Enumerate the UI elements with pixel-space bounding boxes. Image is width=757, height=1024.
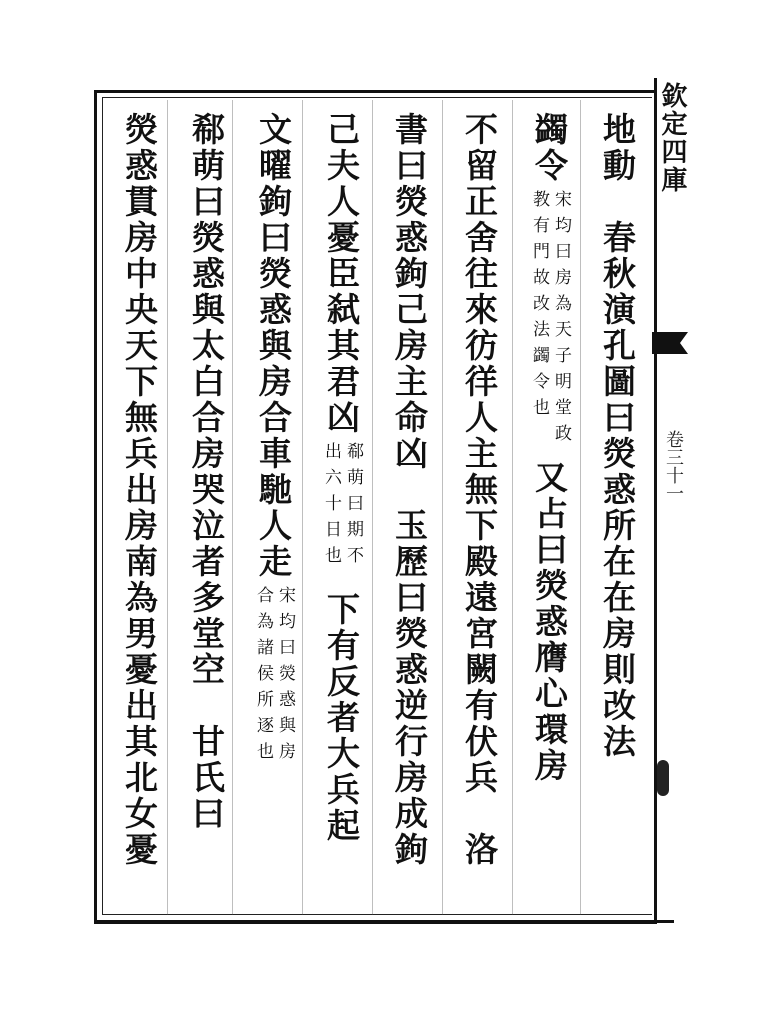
column-text-tail: 又占曰熒惑膺心環房 xyxy=(530,460,569,784)
margin-mark xyxy=(657,760,669,796)
column-text: 書曰熒惑鉤己房主命凶 玉歷曰熒惑逆行房成鉤 xyxy=(390,112,429,868)
text-column-2 xyxy=(526,112,572,912)
column-text-tail: 下有反者大兵起 xyxy=(322,592,361,844)
column-text: 不留正舍往來彷徉人主無下殿遠宮闕有伏兵 洛 xyxy=(460,112,499,868)
fish-tail-icon xyxy=(650,330,690,356)
column-text: 地動 春秋演孔圖曰熒惑所在在房則改法 xyxy=(598,112,637,760)
column-rule xyxy=(232,100,233,915)
column-rule xyxy=(580,100,581,915)
margin-title: 欽定四庫 xyxy=(657,82,687,194)
annotation-note: 宋均曰熒惑與房合為諸侯所逐也 xyxy=(253,586,295,768)
column-text: 蠲令 xyxy=(530,112,569,184)
text-column-1 xyxy=(594,112,640,912)
annotation-note: 宋均曰房為天子明堂政教有門故改法蠲令也 xyxy=(529,190,571,450)
column-text: 己夫人憂臣弑其君凶 xyxy=(322,112,361,436)
text-column-3 xyxy=(456,112,502,912)
column-text: 郗萌曰熒惑與太白合房哭泣者多堂空 甘氏曰 xyxy=(187,112,226,832)
column-rule xyxy=(372,100,373,915)
column-text: 熒惑貫房中央天下無兵出房南為男憂出其北女憂 xyxy=(120,112,159,868)
page-edge-line xyxy=(654,78,657,924)
text-column-5 xyxy=(318,112,364,912)
column-rule xyxy=(302,100,303,915)
text-column-4 xyxy=(386,112,432,912)
text-column-6 xyxy=(250,112,296,912)
annotation-note: 郗萌曰期不出六十日也 xyxy=(321,442,363,572)
column-text: 文曜鉤曰熒惑與房合車馳人走 xyxy=(254,112,293,580)
column-rule xyxy=(512,100,513,915)
text-column-8 xyxy=(116,112,162,912)
margin-juan-label: 卷三十一 xyxy=(663,430,684,502)
text-column-7 xyxy=(183,112,229,912)
column-rule xyxy=(442,100,443,915)
page-border-bottom xyxy=(94,920,674,923)
column-rule xyxy=(167,100,168,915)
